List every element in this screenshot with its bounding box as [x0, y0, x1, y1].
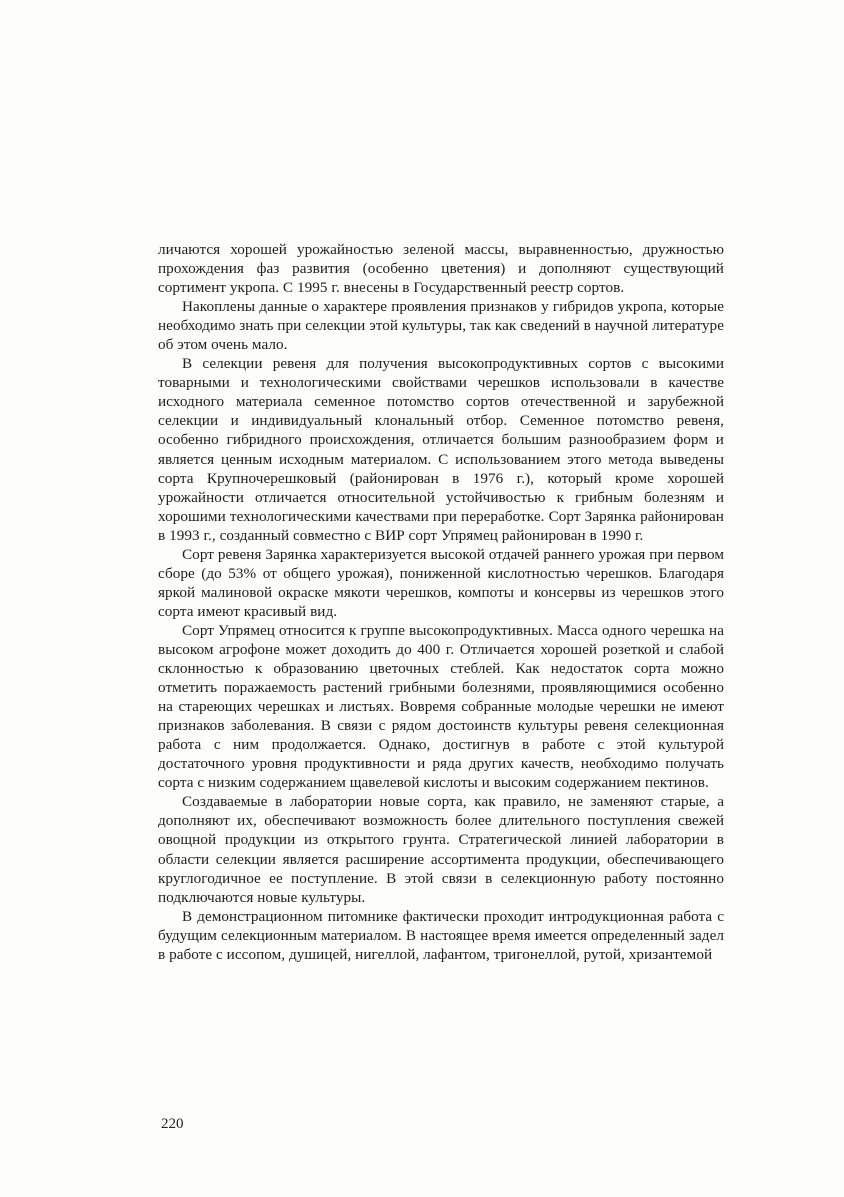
paragraph-rhubarb-selection: В селекции ревеня для получения высокопродуктивных сортов с высокими товарными и технологическими свойствами черешков использовали в качестве исходного материала семенное потомство сортов отечественной и зарубежной селекции и индивидуальный клональный отбор. Семенное потомство ревеня, особенно гибридного происхождения, отличается большим разнообразием форм и является ценным исходным материалом. С использованием этого метода выведены сорта Крупночерешковый (районирован в 1976 г.), который кроме хорошей урожайности отличается относительной устойчивостью к грибным болезням и хорошими технологическими качествами при переработке. Сорт Зарянка районирован в 1993 г., созданный совместно с ВИР сорт Упрямец районирован в 1990 г. [158, 355, 724, 544]
paragraph-continuation: личаются хорошей урожайностью зеленой массы, выравненностью, дружностью прохождения фаз развития (особенно цветения) и дополняют существующий сортимент укропа. С 1995 г. внесены в Государственный реестр сортов. [158, 241, 724, 297]
paragraph-dill-hybrids: Накоплены данные о характере проявления признаков у гибридов укропа, которые необходимо знать при селекции этой культуры, так как сведений в научной литературе об этом очень мало. [158, 298, 724, 354]
page-number: 220 [161, 1116, 184, 1132]
paragraph-upryamets: Сорт Упрямец относится к группе высокопродуктивных. Масса одного черешка на высоком агрофоне может доходить до 400 г. Отличается хорошей розеткой и слабой склонностью к образованию цветочных стеблей. Как недостаток сорта можно отметить поражаемость растений грибными болезнями, проявляющимися особенно на стареющих черешках и листьях. Вовремя собранные молодые черешки не имеют признаков заболевания. В связи с рядом достоинств культуры ревеня селекционная работа с ним продолжается. Однако, достигнув в работе с этой культурой достаточного уровня продуктивности и ряда других качеств, необходимо получать сорта с низким содержанием щавелевой кислоты и высоким содержанием пектинов. [158, 621, 724, 792]
paragraph-zaryanka: Сорт ревеня Зарянка характеризуется высокой отдачей раннего урожая при первом сборе (до 53% от общего урожая), пониженной кислотностью черешков. Благодаря яркой малиновой окраске мякоти черешков, компоты и консервы из черешков этого сорта имеют красивый вид. [158, 545, 724, 620]
body-text [158, 240, 724, 964]
paragraph-new-varieties: Создаваемые в лаборатории новые сорта, как правило, не заменяют старые, а дополняют их, обеспечивают возможность более длительного поступления свежей овощной продукции из открытого грунта. Стратегической линией лаборатории в области селекции является расширение ассортимента продукции, обеспечивающего круглогодичное ее поступление. В этой связи в селекционную работу постоянно подключаются новые культуры. [158, 793, 724, 906]
paragraph-demonstration-nursery: В демонстрационном питомнике фактически проходит интродукционная работа с будущим селекционным материалом. В настоящее время имеется определенный задел в работе с иссопом, душицей, нигеллой, лафантом, тригонеллой, рутой, хризантемой [158, 907, 724, 963]
